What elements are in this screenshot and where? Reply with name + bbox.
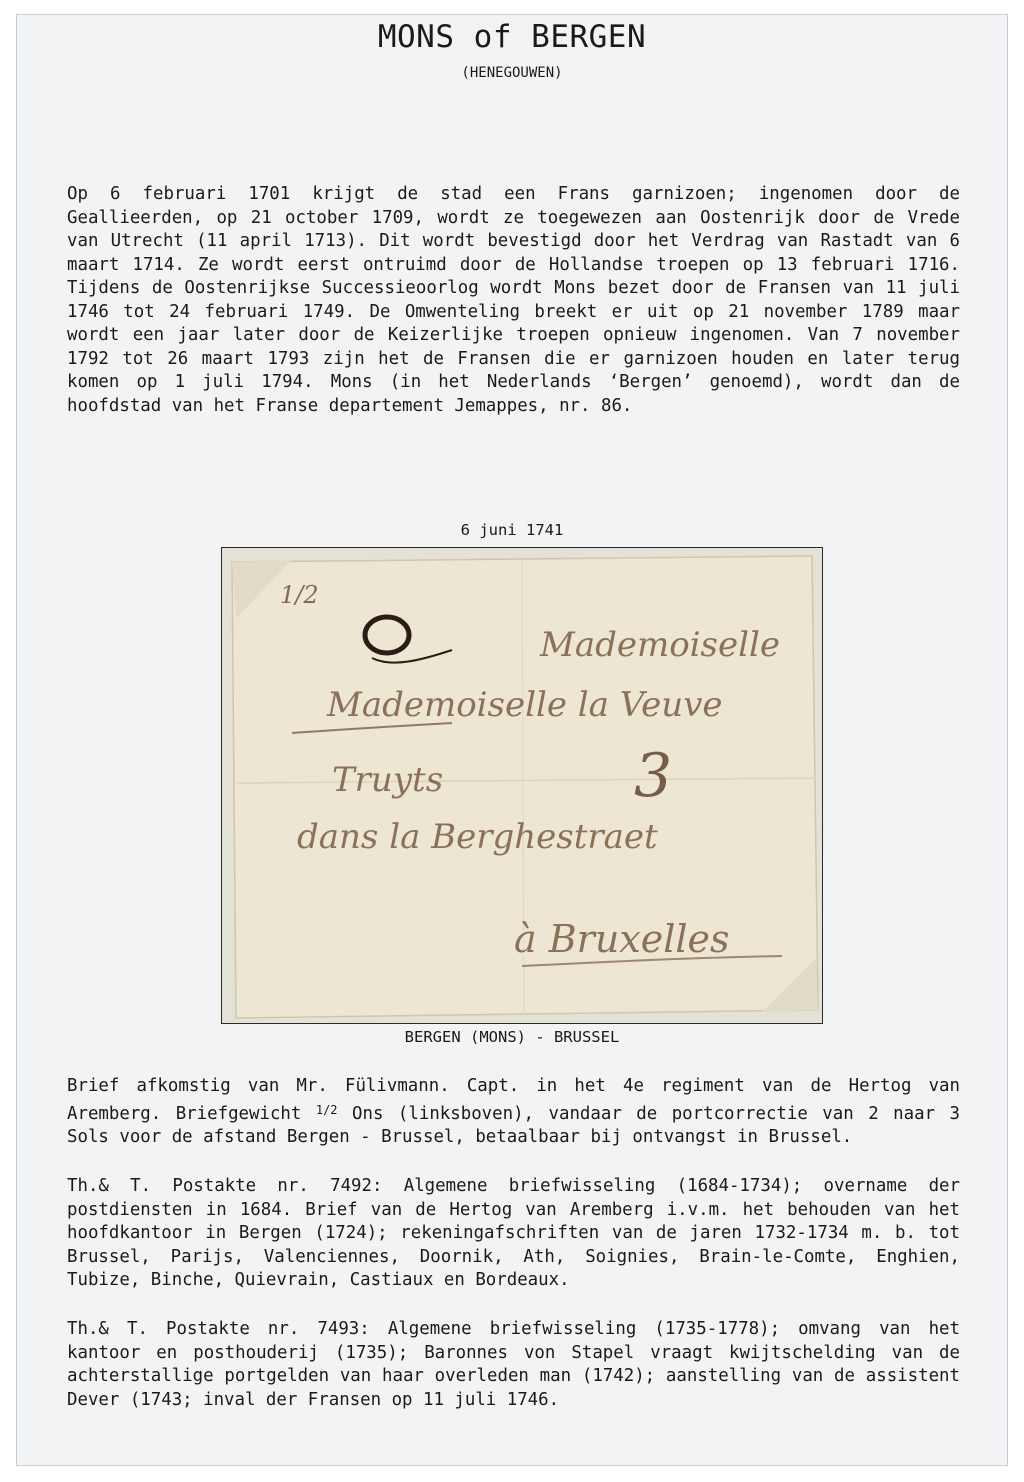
letter-date: 6 juni 1741 (460, 521, 564, 539)
letter-route: BERGEN (MONS) - BRUSSEL (404, 1028, 620, 1046)
history-paragraph: Op 6 februari 1701 krijgt de stad een Frans garnizoen; ingenomen door de Geallieerden, op 21 october 1709, wordt ze toegewezen aan Oostenrijk door de Vrede van Utrecht (11 april 1713). Dit wordt bevestigd door het Verdrag van Rastadt van 6 maart 1714. Ze wordt eerst ontruimd door de Hollandse troepen op 13 februari 1716. Tijdens de Oostenrijkse Successieoorlog wordt Mons bezet door de Fransen van 11 juli 1746 tot 24 februari 1749. De Omwenteling breekt er uit op 21 november 1789 maar wordt een jaar later door de Keizerlijke troepen opnieuw ingenomen. Van 7 november 1792 tot 26 maart 1793 zijn het de Fransen die er garnizoen houden en later terug komen op 1 juli 1794. Mons (in het Nederlands ‘Bergen’ genoemd), wordt dan de hoofdstad van het Franse departement Jemappes, nr. 86. (67, 184, 960, 416)
handwriting-line-3: Truyts (332, 760, 444, 800)
postakte-7492-paragraph: Th.& T. Postakte nr. 7492: Algemene briefwisseling (1684-1734); overname der postdiensten in 1684. Brief van de Hertog van Aremberg i.v.m. het behouden van het hoofdkantoor in Bergen (1724); rekeningafschriften van de jaren 1732-1734 m. b. tot Brussel, Parijs, Valenciennes, Doornik, Ath, Soignies, Brain-le-Comte, Enghien, Tubize, Binche, Quievrain, Castiaux en Bordeaux. (67, 1176, 960, 1290)
letter-description (67, 1075, 960, 1150)
handwriting-line-1: Mademoiselle (540, 625, 780, 665)
weight-mark: 1/2 (280, 581, 319, 609)
letter-image (222, 548, 822, 1023)
album-page (16, 14, 1008, 1466)
letter-description-text-cont: Ons (linksboven), vandaar de portcorrectie van 2 naar 3 Sols voor de afstand Bergen - Brussel, betaalbaar bij ontvangst in Brussel. (67, 1103, 960, 1147)
weight-fraction: 1/2 (315, 1102, 338, 1117)
letter-description-text: Brief afkomstig van Mr. Fülivmann. Capt. in het 4e regiment van de Hertog van Aremberg. Briefgewicht (67, 1076, 960, 1124)
postakte-7493-paragraph: Th.& T. Postakte nr. 7493: Algemene briefwisseling (1735-1778); omvang van het kantoor en posthouderij (1735); Baronnes von Stapel vraagt kwijtschelding van de achterstallige portgelden van haar overleden man (1742); aanstelling van de assistent Dever (1743; inval der Fransen op 11 juli 1746. (67, 1319, 960, 1410)
handwriting-line-2: Mademoiselle la Veuve (327, 685, 723, 725)
page-subtitle: (HENEGOUWEN) (461, 65, 563, 81)
page-title: MONS of BERGEN (377, 19, 647, 55)
rate-mark: 3 (634, 741, 673, 811)
letter-mount (221, 547, 823, 1024)
handwriting-line-5: à Bruxelles (514, 917, 730, 961)
handwriting-line-4: dans la Berghestraet (297, 817, 658, 857)
